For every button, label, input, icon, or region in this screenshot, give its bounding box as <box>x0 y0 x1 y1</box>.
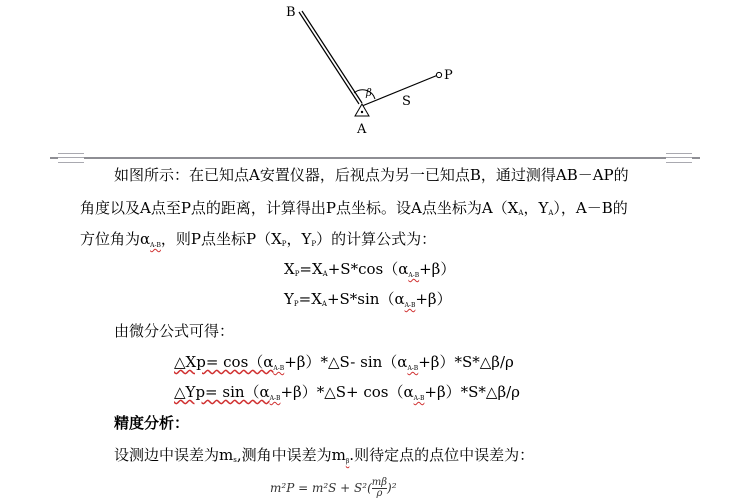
subscript: A <box>518 209 524 217</box>
formula-text: +β）*△S- sin（α <box>284 353 408 371</box>
subscript: A-B <box>150 242 161 249</box>
precision-text <box>114 445 534 472</box>
station-a-triangle <box>355 104 369 116</box>
paragraph-text: ,测角中误差为m <box>236 446 346 464</box>
paragraph-line-1 <box>114 165 629 185</box>
subscript: A-B <box>269 395 281 402</box>
paragraph-text: ，Y <box>523 199 549 217</box>
formula-text: =X <box>299 260 323 278</box>
subscript: A <box>321 300 327 308</box>
label-a: A <box>357 122 367 137</box>
page-separator <box>50 155 700 161</box>
formula-text: =X <box>298 290 322 308</box>
paragraph-text: 角度以及A点至P点的距离，计算得出P点坐标。设A点坐标为A（X <box>80 199 519 217</box>
fraction-denominator: ρ <box>376 488 383 499</box>
formula-text: +β） <box>415 290 452 308</box>
formula-text: Y <box>284 290 294 308</box>
subscript: A-B <box>404 302 416 309</box>
angle-arc <box>354 90 375 99</box>
label-b: B <box>286 5 296 20</box>
separator-mark-left <box>58 153 84 163</box>
formula-text: +β）*△S+ cos（α <box>280 383 414 401</box>
paragraph-text: .则待定点的点位中误差为： <box>349 446 535 464</box>
formula-delta-xp <box>174 352 514 379</box>
paragraph-text: 方位角为α <box>80 230 151 248</box>
differential-intro: 由微分公式可得： <box>114 322 235 340</box>
formula-delta-yp <box>174 382 520 409</box>
final-error-formula <box>270 478 397 499</box>
subscript: P <box>281 240 287 248</box>
subscript: A-B <box>408 272 420 279</box>
subscript: β <box>345 458 350 465</box>
station-a-center <box>361 111 363 113</box>
formula-text: △Xp= cos（α <box>174 353 274 371</box>
subscript: A <box>322 270 328 278</box>
paragraph-text: ，则P点坐标P（X <box>160 230 282 248</box>
label-p: P <box>444 68 453 83</box>
paragraph-text: ），A－B的 <box>553 199 628 217</box>
paragraph-text: 如图所示：在已知点A安置仪器，后视点为另一已知点B，通过测得AB－AP的 <box>114 166 629 184</box>
formula-text: △Yp= sin（α <box>174 383 270 401</box>
fraction-numerator: mβ <box>371 477 388 488</box>
label-s: S <box>402 94 411 109</box>
fraction <box>372 478 387 499</box>
formula-yp <box>284 289 452 316</box>
formula-text: +β）*S*△β/ρ <box>424 383 520 401</box>
subscript: A-B <box>273 365 285 372</box>
formula-text: m²P = m²S + S²( <box>270 481 372 495</box>
formula-text: +S*cos（α <box>327 260 409 278</box>
subscript: P <box>311 240 317 248</box>
paragraph-line-3 <box>80 229 436 256</box>
paragraph-line-2 <box>80 198 628 223</box>
subscript: A <box>548 209 554 217</box>
subscript: s <box>233 456 237 464</box>
paragraph-text: 设测边中误差为m <box>114 446 234 464</box>
formula-xp <box>284 259 455 286</box>
precision-heading: 精度分析： <box>114 414 190 432</box>
point-p-marker <box>436 72 441 77</box>
formula-text: )² <box>387 481 397 495</box>
subscript: P <box>294 270 300 278</box>
separator-line <box>50 157 700 159</box>
paragraph-text: ）的计算公式为： <box>316 230 437 248</box>
label-beta: β <box>366 88 372 99</box>
line-ap <box>362 75 438 106</box>
formula-text: +β）*S*△β/ρ <box>418 353 514 371</box>
formula-text: +S*sin（α <box>326 290 405 308</box>
subscript: A-B <box>413 395 425 402</box>
line-ab-inner <box>302 11 362 103</box>
subscript: A-B <box>407 365 419 372</box>
formula-text: X <box>284 260 295 278</box>
line-ab-outer <box>299 12 359 104</box>
survey-diagram <box>0 0 750 150</box>
formula-text: +β） <box>419 260 456 278</box>
subscript: P <box>293 300 299 308</box>
paragraph-text: ，Y <box>286 230 312 248</box>
separator-mark-right <box>666 153 692 163</box>
